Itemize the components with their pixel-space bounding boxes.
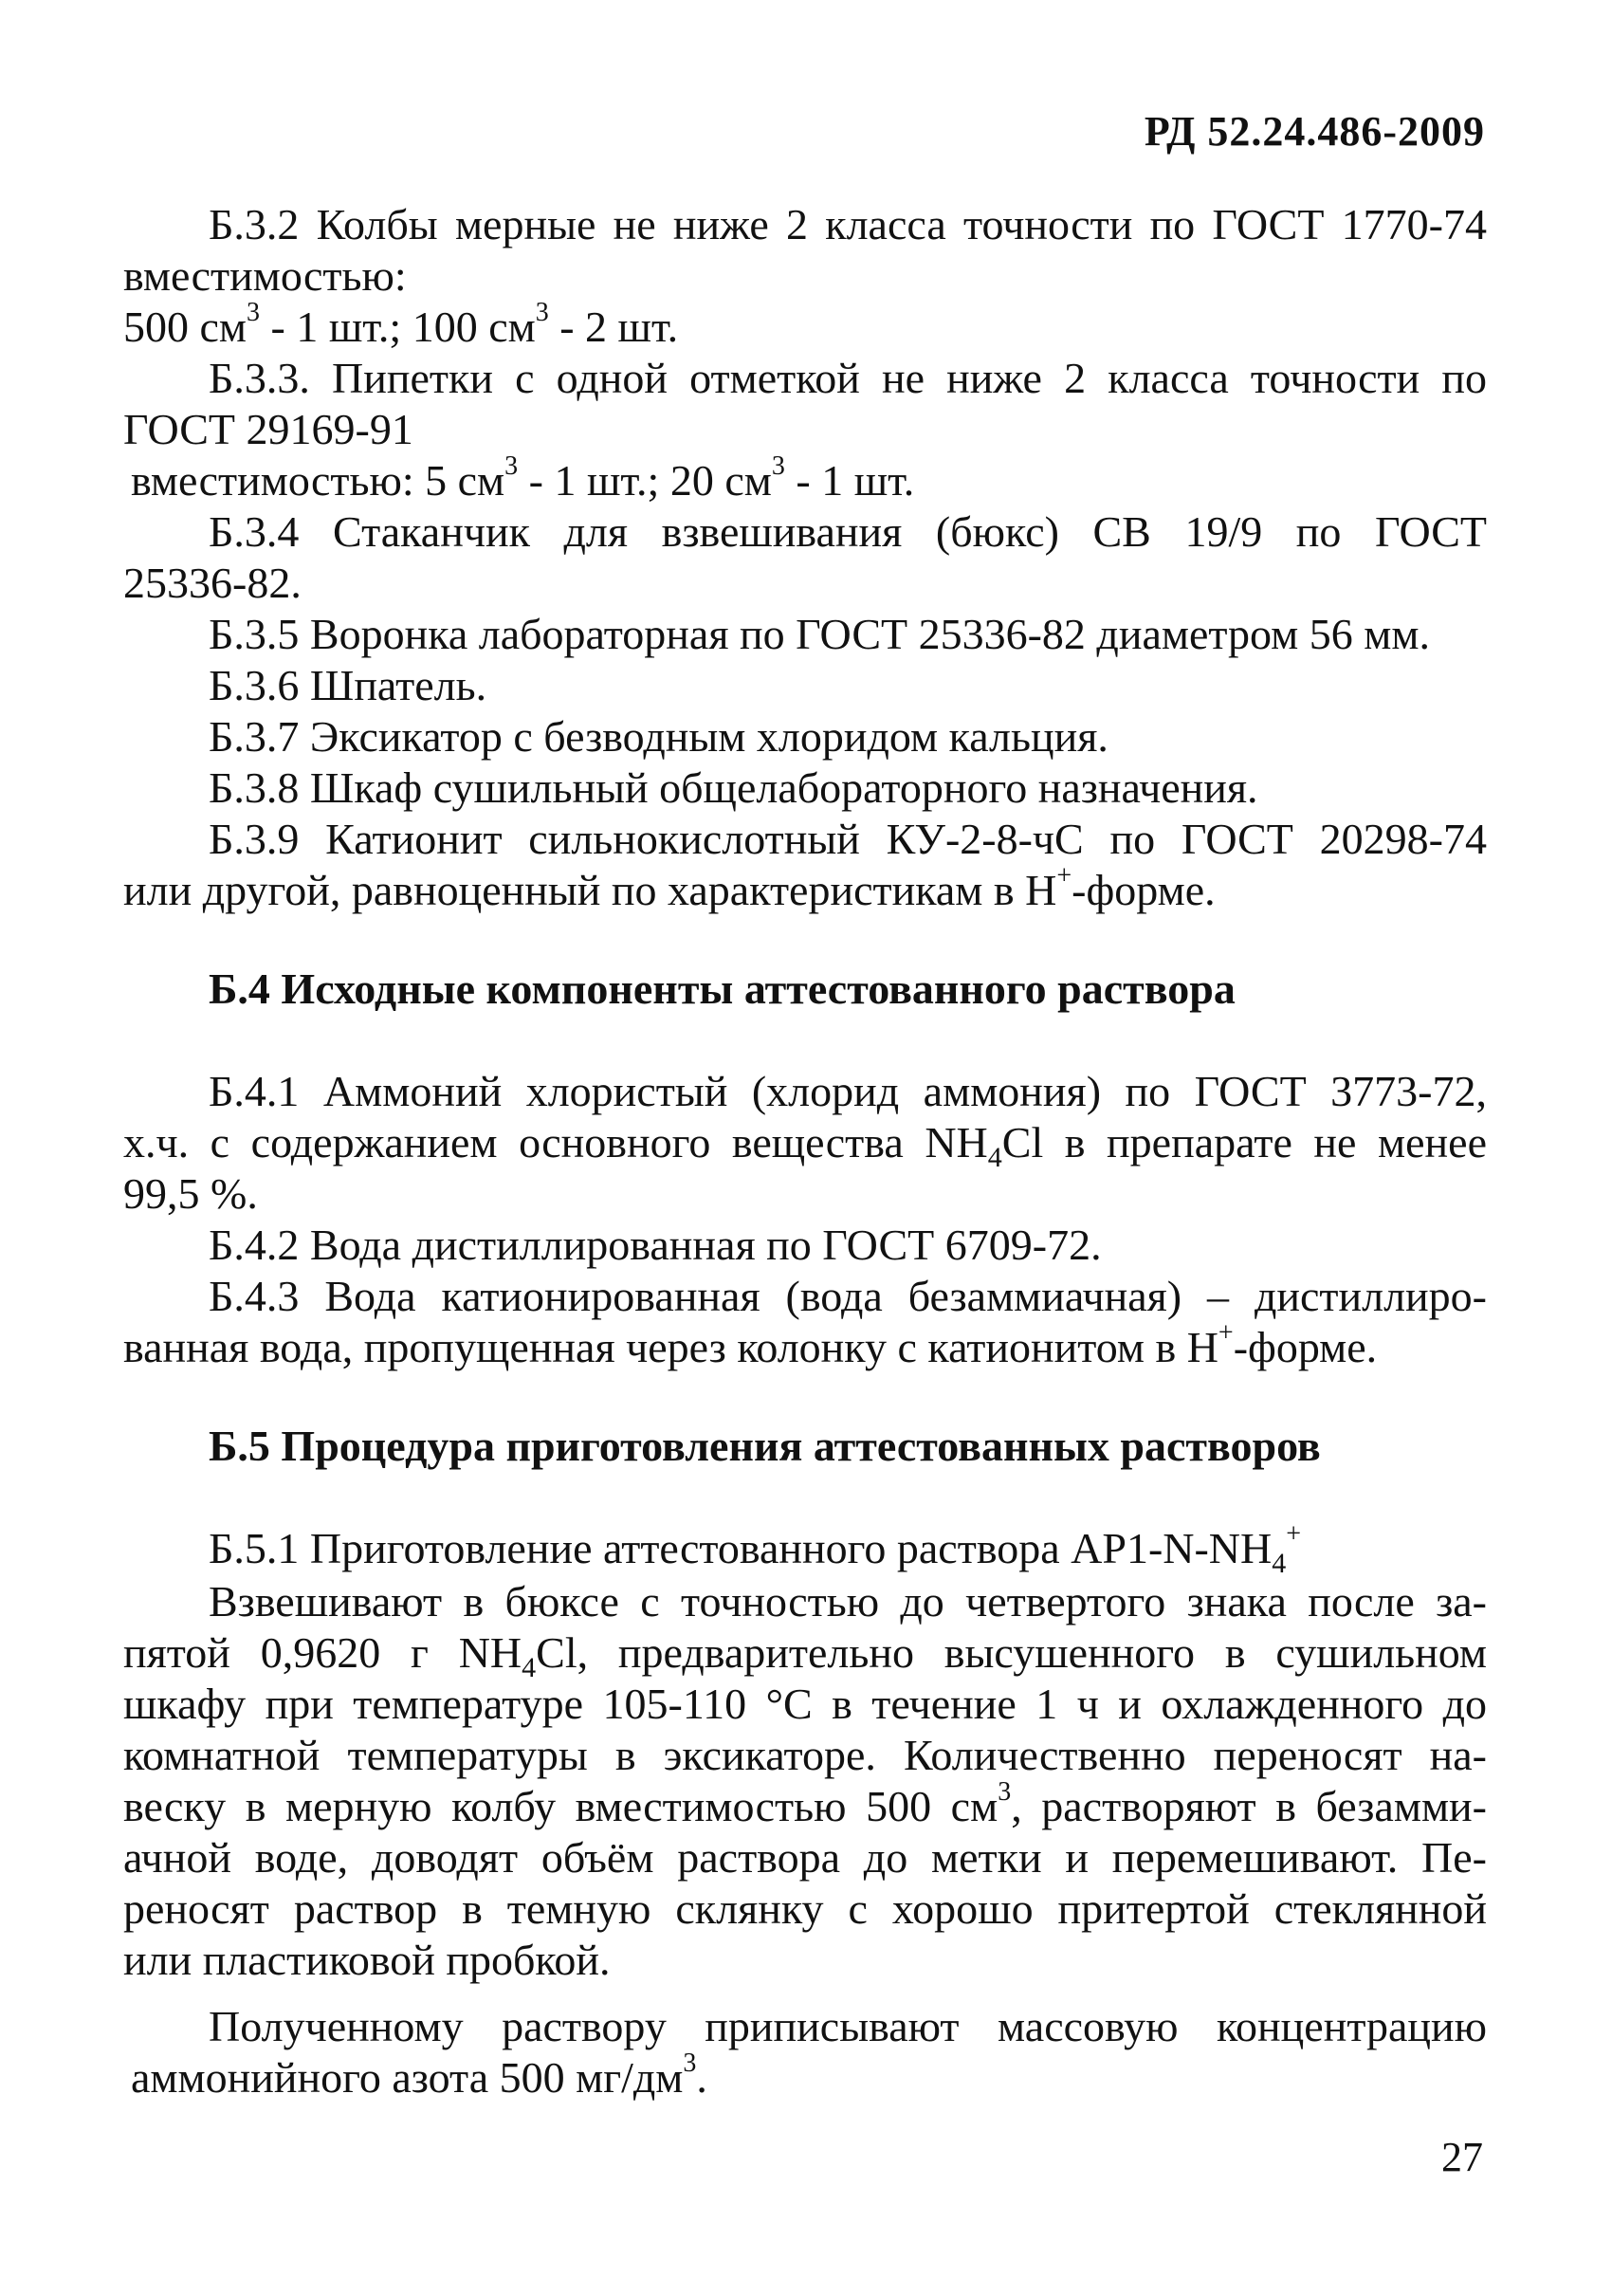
text-line: или другой, равноценный по характеристикам в Н+-форме. xyxy=(123,860,1216,914)
paragraph-b5-1-procedure xyxy=(123,1576,1487,1986)
paragraph-b5-1-concentration xyxy=(123,2001,1487,2103)
text-line: пятой 0,9620 г $NH_4Cl$, предварительно высушенного в сушильном xyxy=(123,1628,1487,1684)
text-line: веску в мерную колбу вместимостью 500 $см^3$, растворяют в безамми- xyxy=(123,1776,1487,1830)
text-line: х.ч. с содержанием основного вещества $NH_4Cl$ в препарате не менее xyxy=(123,1118,1487,1174)
text-line: Взвешивают в бюксе с точностью до четвертого знака после за- xyxy=(209,1577,1487,1626)
text-line: Б.3.3. Пипетки с одной отметкой не ниже 2 класса точности по xyxy=(209,354,1487,402)
paragraph-b3-9 xyxy=(123,814,1487,916)
paragraph-b3-5: Б.3.5 Воронка лабораторная по ГОСТ 25336-82 диаметром 56 мм. xyxy=(209,610,1430,658)
text-line: шкафу при температуре 105-110 °С в течение 1 ч и охлажденного до xyxy=(123,1680,1487,1728)
text-line: аммонийного азота 500 $мг/дм^3$. xyxy=(131,2048,707,2102)
paragraph-b4-1 xyxy=(123,1066,1487,1220)
paragraph-b3-7: Б.3.7 Эксикатор с безводным хлоридом кальция. xyxy=(209,712,1108,761)
text-line: Б.3.4 Стаканчик для взвешивания (бюкс) СВ 19/9 по ГОСТ xyxy=(209,507,1487,556)
paragraph-b4-2: Б.4.2 Вода дистиллированная по ГОСТ 6709-72. xyxy=(209,1221,1102,1269)
section-heading-b4: Б.4 Исходные компоненты аттестованного раствора xyxy=(209,964,1236,1013)
text-line: Полученному раствору приписывают массовую концентрацию xyxy=(209,2002,1487,2050)
page-number: 27 xyxy=(1441,2134,1483,2180)
subsection-title-b5-1: Б.5.1 Приготовление аттестованного раствора $АР1-N-NH_4^+$ xyxy=(209,1518,1302,1580)
paragraph-b3-6: Б.3.6 Шпатель. xyxy=(209,661,487,709)
text-line: Б.4.3 Вода катионированная (вода безаммиачная) – дистиллиро- xyxy=(209,1272,1487,1320)
paragraph-b3-4 xyxy=(123,506,1487,609)
text-line: реносят раствор в темную склянку с хорошо притертой стеклянной xyxy=(123,1884,1487,1933)
text-line: вместимостью: xyxy=(123,251,407,300)
text-line: 25336-82. xyxy=(123,559,302,607)
text-line: ванная вода, пропущенная через колонку с катионитом в Н+-форме. xyxy=(123,1317,1378,1371)
text-line: Б.3.9 Катионит сильнокислотный КУ-2-8-чС по ГОСТ 20298-74 xyxy=(209,815,1487,863)
text-line: 500 $см^3 - 1$ шт.; 100 $см^3 - 2$ шт. xyxy=(123,297,679,351)
text-line: комнатной температуры в эксикаторе. Количественно переносят на- xyxy=(123,1731,1487,1779)
paragraph-b3-8: Б.3.8 Шкаф сушильный общелабораторного назначения. xyxy=(209,763,1258,812)
paragraph-b4-3 xyxy=(123,1271,1487,1373)
section-heading-b5: Б.5 Процедура приготовления аттестованных растворов xyxy=(209,1422,1321,1470)
document-id-header: РД 52.24.486-2009 xyxy=(1144,108,1485,155)
paragraph-b3-3 xyxy=(123,353,1487,506)
paragraph-b3-2 xyxy=(123,199,1487,353)
text-line: 99,5 %. xyxy=(123,1169,258,1218)
text-line: Б.3.2 Колбы мерные не ниже 2 класса точности по ГОСТ 1770-74 xyxy=(209,200,1487,248)
text-line: или пластиковой пробкой. xyxy=(123,1936,611,1984)
text-line: вместимостью: 5 $см^3 - 1$ шт.; 20 $см^3 - 1$ шт. xyxy=(131,450,915,505)
text-line: ГОСТ 29169-91 xyxy=(123,405,413,453)
text-line: Б.4.1 Аммоний хлористый (хлорид аммония) по ГОСТ 3773-72, xyxy=(209,1067,1487,1115)
text-line: ачной воде, доводят объём раствора до метки и перемешивают. Пе- xyxy=(123,1833,1487,1882)
